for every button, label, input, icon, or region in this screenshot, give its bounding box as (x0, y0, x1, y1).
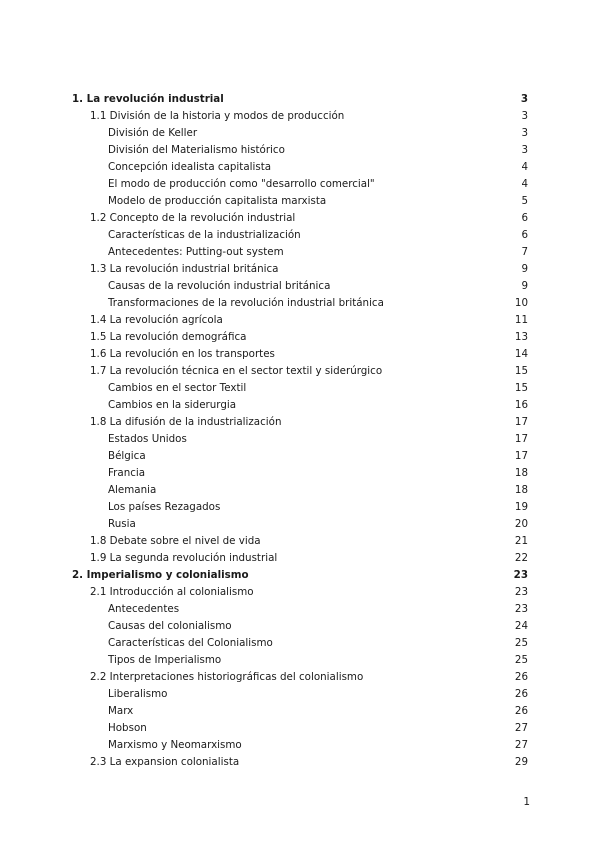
toc-entry-page: 3 (520, 93, 528, 105)
toc-entry-page: 17 (514, 416, 528, 428)
toc-subsection-entry[interactable] (72, 176, 528, 193)
toc-entry-title: El modo de producción como "desarrollo comercial" (108, 178, 375, 190)
toc-subsection-entry[interactable] (72, 227, 528, 244)
toc-entry-title: Marxismo y Neomarxismo (108, 739, 242, 751)
toc-entry-title: 2.3 La expansion colonialista (90, 756, 240, 768)
toc-subsection-entry[interactable] (72, 431, 528, 448)
toc-entry-page: 21 (514, 535, 528, 547)
toc-subsection-entry[interactable] (72, 397, 528, 414)
toc-entry-page: 9 (521, 263, 528, 275)
toc-entry-title: 1.9 La segunda revolución industrial (90, 552, 278, 564)
toc-entry-page: 24 (514, 620, 528, 632)
toc-entry-page: 22 (514, 552, 528, 564)
toc-section-entry[interactable] (72, 363, 528, 380)
toc-entry-title: Rusia (108, 518, 136, 530)
toc-section-entry[interactable] (72, 533, 528, 550)
toc-entry-page: 26 (514, 705, 528, 717)
toc-chapter-entry[interactable] (72, 567, 528, 584)
toc-entry-page: 20 (514, 518, 528, 530)
toc-entry-page: 14 (514, 348, 528, 360)
toc-entry-title: 2. Imperialismo y colonialismo (72, 569, 249, 581)
toc-section-entry[interactable] (72, 550, 528, 567)
toc-section-entry[interactable] (72, 669, 528, 686)
toc-subsection-entry[interactable] (72, 482, 528, 499)
toc-entry-page: 11 (514, 314, 528, 326)
toc-subsection-entry[interactable] (72, 618, 528, 635)
toc-section-entry[interactable] (72, 261, 528, 278)
toc-subsection-entry[interactable] (72, 601, 528, 618)
toc-entry-title: 1.8 Debate sobre el nivel de vida (90, 535, 261, 547)
toc-entry-title: Antecedentes (108, 603, 180, 615)
toc-subsection-entry[interactable] (72, 278, 528, 295)
toc-subsection-entry[interactable] (72, 720, 528, 737)
toc-entry-page: 25 (514, 637, 528, 649)
toc-subsection-entry[interactable] (72, 380, 528, 397)
toc-entry-title: División de Keller (108, 127, 198, 139)
toc-entry-title: 1.2 Concepto de la revolución industrial (90, 212, 296, 224)
toc-entry-title: Cambios en el sector Textil (108, 382, 247, 394)
toc-entry-title: 1.6 La revolución en los transportes (90, 348, 275, 360)
toc-entry-title: División del Materialismo histórico (108, 144, 285, 156)
toc-entry-page: 23 (513, 569, 528, 581)
toc-entry-page: 6 (521, 212, 528, 224)
toc-entry-title: Antecedentes: Putting-out system (108, 246, 284, 258)
toc-entry-page: 26 (514, 671, 528, 683)
toc-entry-page: 27 (514, 739, 528, 751)
toc-section-entry[interactable] (72, 312, 528, 329)
toc-section-entry[interactable] (72, 414, 528, 431)
toc-entry-title: Causas de la revolución industrial británica (108, 280, 331, 292)
toc-entry-page: 27 (514, 722, 528, 734)
toc-entry-page: 19 (514, 501, 528, 513)
toc-entry-title: Bélgica (108, 450, 146, 462)
toc-section-entry[interactable] (72, 210, 528, 227)
toc-entry-page: 15 (514, 365, 528, 377)
toc-entry-title: Transformaciones de la revolución industrial británica (108, 297, 384, 309)
toc-subsection-entry[interactable] (72, 516, 528, 533)
toc-entry-title: Características de la industrialización (108, 229, 301, 241)
toc-subsection-entry[interactable] (72, 737, 528, 754)
toc-subsection-entry[interactable] (72, 295, 528, 312)
toc-section-entry[interactable] (72, 584, 528, 601)
toc-entry-page: 26 (514, 688, 528, 700)
toc-entry-page: 3 (521, 127, 528, 139)
toc-entry-title: Tipos de Imperialismo (108, 654, 222, 666)
toc-entry-page: 23 (514, 603, 528, 615)
toc-entry-title: 1.5 La revolución demográfica (90, 331, 247, 343)
toc-subsection-entry[interactable] (72, 465, 528, 482)
toc-entry-title: Francia (108, 467, 146, 479)
toc-entry-title: Marx (108, 705, 134, 717)
toc-subsection-entry[interactable] (72, 652, 528, 669)
toc-section-entry[interactable] (72, 754, 528, 771)
toc-entry-title: Liberalismo (108, 688, 168, 700)
toc-entry-title: 1. La revolución industrial (72, 93, 224, 105)
toc-entry-title: Causas del colonialismo (108, 620, 232, 632)
toc-entry-title: 2.1 Introducción al colonialismo (90, 586, 254, 598)
toc-entry-page: 25 (514, 654, 528, 666)
toc-entry-page: 3 (521, 110, 528, 122)
toc-entry-title: Alemania (108, 484, 157, 496)
toc-entry-page: 9 (521, 280, 528, 292)
toc-entry-page: 23 (514, 586, 528, 598)
toc-subsection-entry[interactable] (72, 448, 528, 465)
toc-subsection-entry[interactable] (72, 125, 528, 142)
toc-entry-title: Concepción idealista capitalista (108, 161, 272, 173)
toc-entry-page: 18 (514, 484, 528, 496)
toc-subsection-entry[interactable] (72, 244, 528, 261)
toc-entry-title: 1.7 La revolución técnica en el sector textil y siderúrgico (90, 365, 383, 377)
toc-entry-title: Cambios en la siderurgia (108, 399, 237, 411)
toc-entry-title: Características del Colonialismo (108, 637, 273, 649)
table-of-contents (72, 91, 528, 771)
toc-subsection-entry[interactable] (72, 159, 528, 176)
toc-entry-title: 1.1 División de la historia y modos de producción (90, 110, 345, 122)
toc-entry-page: 13 (514, 331, 528, 343)
toc-entry-page: 7 (521, 246, 528, 258)
toc-section-entry[interactable] (72, 346, 528, 363)
toc-entry-title: Los países Rezagados (108, 501, 221, 513)
toc-entry-page: 17 (514, 433, 528, 445)
toc-entry-title: 2.2 Interpretaciones historiográficas del colonialismo (90, 671, 364, 683)
toc-entry-page: 4 (521, 161, 528, 173)
toc-entry-page: 5 (521, 195, 528, 207)
toc-entry-page: 16 (514, 399, 528, 411)
toc-entry-page: 6 (521, 229, 528, 241)
toc-chapter-entry[interactable] (72, 91, 528, 108)
toc-entry-page: 4 (521, 178, 528, 190)
toc-section-entry[interactable] (72, 108, 528, 125)
toc-entry-title: 1.8 La difusión de la industrialización (90, 416, 282, 428)
toc-entry-title: Hobson (108, 722, 147, 734)
toc-entry-title: Estados Unidos (108, 433, 187, 445)
toc-entry-title: 1.4 La revolución agrícola (90, 314, 223, 326)
toc-entry-page: 17 (514, 450, 528, 462)
toc-subsection-entry[interactable] (72, 193, 528, 210)
toc-section-entry[interactable] (72, 329, 528, 346)
toc-subsection-entry[interactable] (72, 142, 528, 159)
toc-entry-page: 15 (514, 382, 528, 394)
toc-subsection-entry[interactable] (72, 686, 528, 703)
toc-entry-title: Modelo de producción capitalista marxista (108, 195, 327, 207)
toc-entry-page: 29 (514, 756, 528, 768)
page-number: 1 (523, 796, 530, 808)
toc-entry-page: 3 (521, 144, 528, 156)
toc-entry-title: 1.3 La revolución industrial británica (90, 263, 279, 275)
toc-entry-page: 18 (514, 467, 528, 479)
toc-subsection-entry[interactable] (72, 499, 528, 516)
toc-entry-page: 10 (514, 297, 528, 309)
toc-subsection-entry[interactable] (72, 635, 528, 652)
toc-subsection-entry[interactable] (72, 703, 528, 720)
